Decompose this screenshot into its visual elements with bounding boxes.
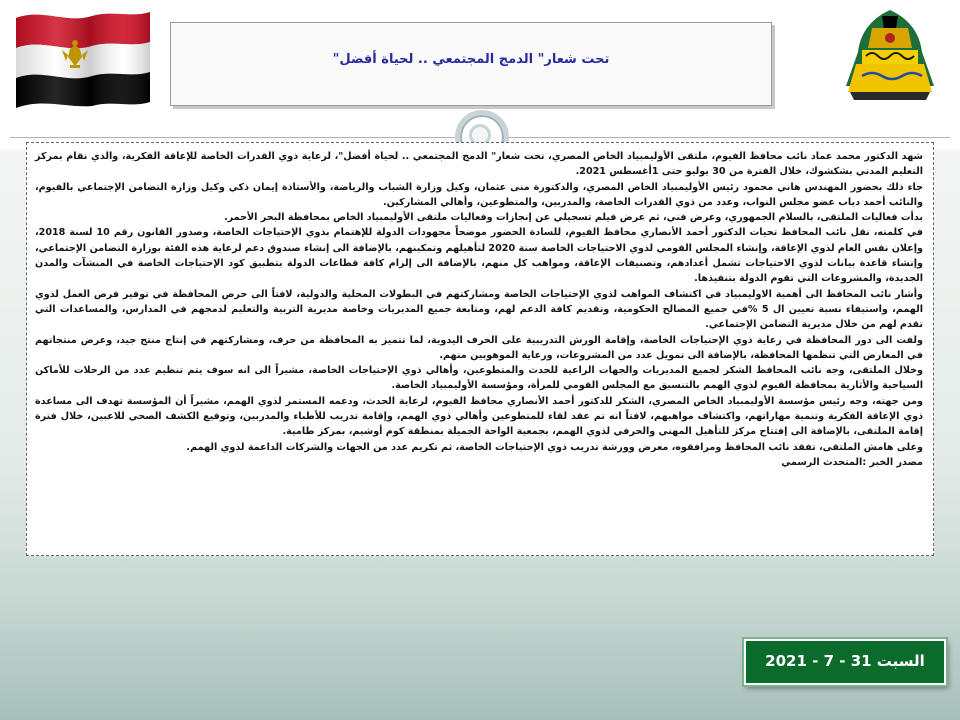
article-body xyxy=(35,149,923,549)
date-badge xyxy=(744,639,946,685)
article-paragraph: بدأت فعاليات الملتقى، بالسلام الجمهوري، وعرض فني، ثم عرض فيلم تسجيلي عن إنجازات وفعاليات ملتقى الأوليمبياد الخاص بمحافظة البحر الأحمر. xyxy=(224,212,923,224)
article-paragraph: ومن جهته، وجه رئيس مؤسسة الأوليمبياد الخاص المصري، الشكر للدكتور أحمد الأنصاري محافظ الفيوم، لرعاية الحدث، ودعمه المستمر لذوي الهمم، مشيراً أن المؤسسة تهدف الى مساعدة ذوي الإعاقة الفكرية وتنمية مهاراتهم، واكتشاف مواهبهم، لافتاً انه تم عقد لقاء للمتطوعين وأهالي ذوي الهمم، وإقامة تدريب للأطباء والمدربين، وتوقيع الكشف الصحي للاعبين، خلال فترة إقامة الملتقى، بالإضافة الى إفتتاح مركز للتأهيل المهني والحرفي لذوي الهمم، بجمعية الواحة الجميلة بمنطقة كوم أوشيم، بمركز طامية. xyxy=(35,395,923,438)
article-paragraph: جاء ذلك بحضور المهندس هاني محمود رئيس الأوليمبياد الخاص المصري، والدكتورة منى عثمان، وكيل وزارة الشباب والرياضة، والأستاذة إيمان ذكي وكيل وزارة التضامن الإجتماعي بالفيوم، والنائب أحمد دياب عضو مجلس النواب، وعدد من ذوي القدرات الخاصة، والمدربين، والمتطوعين، وأهالي المشاركين. xyxy=(35,181,923,208)
headline-title: تحت شعار" الدمج المجتمعي .. لحياة أفضل" xyxy=(332,52,610,67)
governorate-logo-icon xyxy=(842,6,938,102)
egypt-flag-icon xyxy=(12,8,154,108)
article-paragraph: وخلال الملتقى، وجه نائب المحافظ الشكر لجميع المديريات والجهات الراعية للحدث والمتطوعين، وأهالي ذوي الإحتياجات الخاصة، مشيراً الى انه سوف يتم تنظيم عدد من الرحلات للأماكن السياحية والأثارية بمحافظة الفيوم لذوي الهمم بالتنسيق مع المجلس القومي للمرأة، ومؤسسة الأوليمبياد الخاصة. xyxy=(35,365,923,392)
article-paragraph: وعلى هامش الملتقى، تفقد نائب المحافظ ومرافقوه، معرض وورشة تدريب ذوي الإحتياجات الخاصة، ثم تكريم عدد من الجهات والشركات الداعمة لذوي الهمم. xyxy=(186,441,923,453)
article-paragraph: ولفت الى دور المحافظة في رعاية ذوي الإحتياجات الخاصة، وإقامة الورش التدريبية على الحرف اليدوية، لما تتميز به المحافظة من حرف، ومشاركتهم في إنتاج منتج جيد، وعرض منتجاتهم في المعارض التي تنظمها المحافظة، بالإضافة الى تمويل عدد من المشروعات، ورعاية الموهوبين منهم. xyxy=(35,334,923,361)
headline-box xyxy=(170,22,772,106)
article-box xyxy=(26,142,934,556)
article-paragraph: في كلمته، نقل نائب المحافظ تحيات الدكتور أحمد الأنصاري محافظ الفيوم، للسادة الحضور موضحاً مجهودات الدولة للإهتمام بذوي الإحتياجات الخاصة، وصدور القانون رقم 10 لسنة 2018، وإعلان نفس العام لذوي الإعاقة، وإنشاء المجلس القومي لذوي الاحتياجات الخاصة سنة 2020 لتأهيلهم وتمكينهم، بالإضافة الى إنشاء صندوق دعم لرعاية هذه الفئة بوزارة التضامن الإجتماعي، وإنشاء قاعدة بيانات لذوي الاحتياجات تشمل أعدادهم، وتصنيفات الإعاقة، ومواهب كل منهم، بالإضافة الى إلزام كافة قطاعات الدولة بتطبيق كود الإحتياجات الخاصة في المنشآت والمدن الجديدة، والمشروعات التي تقوم الدولة بتنفيذها. xyxy=(35,227,924,285)
article-paragraph: شهد الدكتور محمد عماد نائب محافظ الفيوم، ملتقى الأوليمبياد الخاص المصري، تحت شعار" الدمج المجتمعي .. لحياة أفضل"، لرعاية ذوي القدرات الخاصة للإعاقة الفكرية، والذي نقام بمركز التعليم المدني بشكشوك، خلال الفترة من 30 يوليو حتى 1أغسطس 2021. xyxy=(35,151,923,178)
article-paragraph: وأشار نائب المحافظ الى أهمية الاوليمبياد في اكتشاف المواهب لذوي الإحتياجات الخاصة ومشاركتهم في البطولات المحلية والدولية، لافتاً الى حرص المحافظة في توفير فرص العمل لذوي الهمم، واستيفاء نسبة تعيين ال 5 %في جميع المصالح الحكومية، وتقديم كافة الدعم لهم، ومتابعة جميع المديريات وخاصة مديرية التربية والتعليم لدمجهم في المدارس، والمساعدات التي تقدم لهم من خلال مديرية التضامن الإجتماعي. xyxy=(35,288,923,331)
date-text: السبت 31 - 7 - 2021 xyxy=(765,652,925,670)
article-source: مصدر الخبر :المتحدث الرسمي xyxy=(781,456,923,468)
